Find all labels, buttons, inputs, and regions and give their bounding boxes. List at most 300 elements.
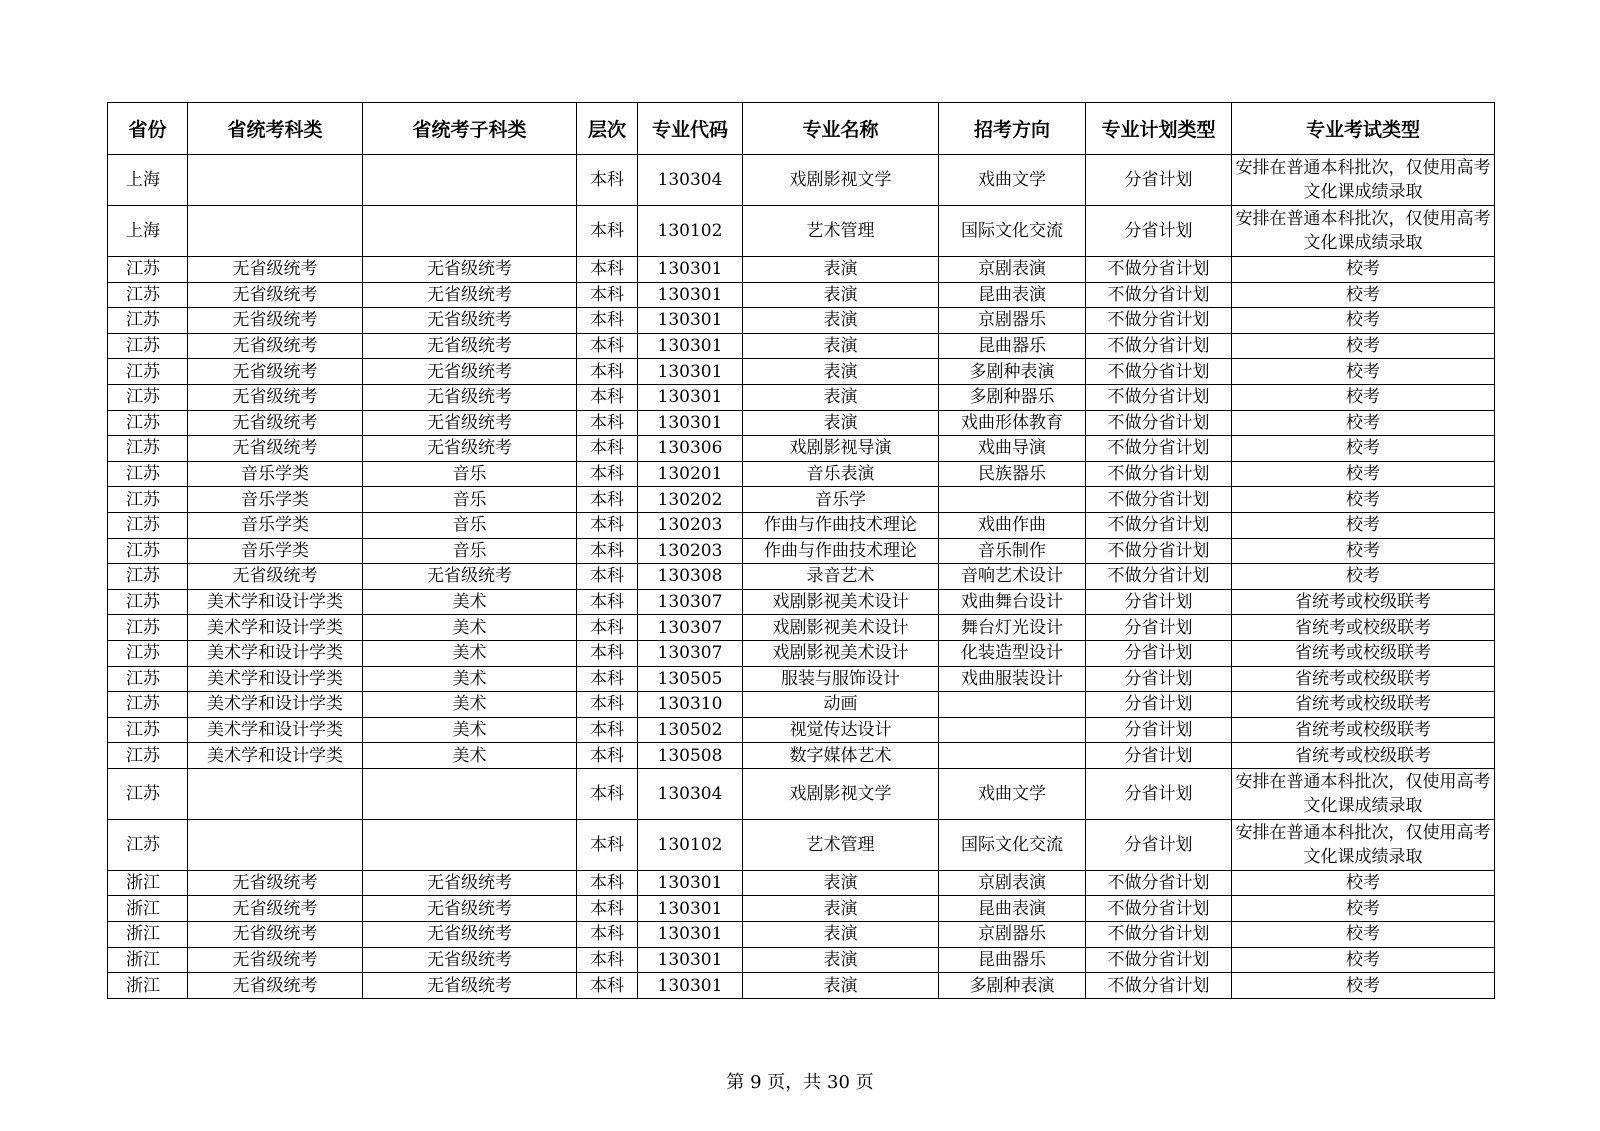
direction-cell: 戏曲服装设计 (939, 666, 1086, 692)
plan-type-cell: 分省计划 (1086, 692, 1232, 718)
table-row (108, 947, 1495, 973)
major-cell: 表演 (743, 333, 939, 359)
major-cell: 戏剧影视美术设计 (743, 640, 939, 666)
province-cell: 江苏 (108, 436, 188, 462)
exam-type-cell: 校考 (1232, 973, 1495, 999)
exam-type-cell: 校考 (1232, 564, 1495, 590)
subcategory-cell: 美术 (363, 589, 577, 615)
level-cell: 本科 (577, 819, 638, 870)
table-body (108, 155, 1495, 999)
level-cell: 本科 (577, 870, 638, 896)
category-cell: 无省级统考 (188, 257, 363, 283)
exam-type-cell: 安排在普通本科批次，仅使用高考文化课成绩录取 (1232, 819, 1495, 870)
exam-type-cell: 校考 (1232, 487, 1495, 513)
direction-cell: 戏曲导演 (939, 436, 1086, 462)
code-cell: 130301 (638, 973, 743, 999)
level-cell: 本科 (577, 359, 638, 385)
column-header: 专业代码 (638, 103, 743, 155)
direction-cell: 舞台灯光设计 (939, 615, 1086, 641)
level-cell: 本科 (577, 589, 638, 615)
table-row (108, 512, 1495, 538)
exam-type-cell: 校考 (1232, 870, 1495, 896)
category-cell: 无省级统考 (188, 410, 363, 436)
code-cell: 130201 (638, 461, 743, 487)
direction-cell (939, 487, 1086, 513)
province-cell: 上海 (108, 206, 188, 257)
direction-cell: 京剧表演 (939, 257, 1086, 283)
table-row (108, 410, 1495, 436)
subcategory-cell: 无省级统考 (363, 410, 577, 436)
category-cell (188, 155, 363, 206)
province-cell: 浙江 (108, 870, 188, 896)
exam-type-cell: 省统考或校级联考 (1232, 615, 1495, 641)
exam-type-cell: 校考 (1232, 308, 1495, 334)
code-cell: 130307 (638, 615, 743, 641)
level-cell: 本科 (577, 487, 638, 513)
subcategory-cell (363, 206, 577, 257)
plan-type-cell: 分省计划 (1086, 589, 1232, 615)
level-cell: 本科 (577, 282, 638, 308)
column-header: 省份 (108, 103, 188, 155)
direction-cell (939, 717, 1086, 743)
admissions-table (107, 102, 1495, 999)
direction-cell: 多剧种表演 (939, 359, 1086, 385)
major-cell: 作曲与作曲技术理论 (743, 538, 939, 564)
category-cell: 音乐学类 (188, 512, 363, 538)
direction-cell: 京剧器乐 (939, 308, 1086, 334)
exam-type-cell: 省统考或校级联考 (1232, 640, 1495, 666)
subcategory-cell: 无省级统考 (363, 947, 577, 973)
exam-type-cell: 安排在普通本科批次，仅使用高考文化课成绩录取 (1232, 206, 1495, 257)
direction-cell: 化装造型设计 (939, 640, 1086, 666)
table-row (108, 359, 1495, 385)
level-cell: 本科 (577, 257, 638, 283)
category-cell (188, 206, 363, 257)
table-row (108, 717, 1495, 743)
exam-type-cell: 校考 (1232, 922, 1495, 948)
subcategory-cell: 美术 (363, 615, 577, 641)
province-cell: 江苏 (108, 461, 188, 487)
major-cell: 表演 (743, 896, 939, 922)
code-cell: 130102 (638, 206, 743, 257)
direction-cell (939, 743, 1086, 769)
code-cell: 130301 (638, 308, 743, 334)
table-row (108, 538, 1495, 564)
major-cell: 艺术管理 (743, 819, 939, 870)
province-cell: 江苏 (108, 564, 188, 590)
major-cell: 表演 (743, 973, 939, 999)
subcategory-cell: 无省级统考 (363, 436, 577, 462)
plan-type-cell: 不做分省计划 (1086, 384, 1232, 410)
plan-type-cell: 分省计划 (1086, 768, 1232, 819)
major-cell: 数字媒体艺术 (743, 743, 939, 769)
level-cell: 本科 (577, 692, 638, 718)
direction-cell: 昆曲器乐 (939, 947, 1086, 973)
major-cell: 视觉传达设计 (743, 717, 939, 743)
code-cell: 130310 (638, 692, 743, 718)
column-header: 省统考科类 (188, 103, 363, 155)
major-cell: 表演 (743, 870, 939, 896)
subcategory-cell: 美术 (363, 640, 577, 666)
subcategory-cell: 无省级统考 (363, 870, 577, 896)
code-cell: 130307 (638, 589, 743, 615)
subcategory-cell: 无省级统考 (363, 282, 577, 308)
table-row (108, 308, 1495, 334)
category-cell: 无省级统考 (188, 896, 363, 922)
level-cell: 本科 (577, 768, 638, 819)
direction-cell (939, 692, 1086, 718)
table-row (108, 282, 1495, 308)
exam-type-cell: 校考 (1232, 461, 1495, 487)
subcategory-cell (363, 819, 577, 870)
level-cell: 本科 (577, 410, 638, 436)
code-cell: 130203 (638, 512, 743, 538)
direction-cell: 多剧种表演 (939, 973, 1086, 999)
province-cell: 江苏 (108, 615, 188, 641)
major-cell: 动画 (743, 692, 939, 718)
exam-type-cell: 校考 (1232, 257, 1495, 283)
exam-type-cell: 校考 (1232, 947, 1495, 973)
category-cell: 音乐学类 (188, 538, 363, 564)
direction-cell: 音响艺术设计 (939, 564, 1086, 590)
column-header: 专业考试类型 (1232, 103, 1495, 155)
code-cell: 130301 (638, 333, 743, 359)
plan-type-cell: 分省计划 (1086, 615, 1232, 641)
major-cell: 表演 (743, 308, 939, 334)
category-cell: 音乐学类 (188, 461, 363, 487)
subcategory-cell: 音乐 (363, 538, 577, 564)
major-cell: 艺术管理 (743, 206, 939, 257)
code-cell: 130301 (638, 359, 743, 385)
exam-type-cell: 省统考或校级联考 (1232, 692, 1495, 718)
subcategory-cell: 美术 (363, 692, 577, 718)
subcategory-cell: 无省级统考 (363, 384, 577, 410)
table-row (108, 640, 1495, 666)
code-cell: 130508 (638, 743, 743, 769)
category-cell: 无省级统考 (188, 947, 363, 973)
plan-type-cell: 不做分省计划 (1086, 308, 1232, 334)
column-header: 专业名称 (743, 103, 939, 155)
province-cell: 江苏 (108, 538, 188, 564)
category-cell: 美术学和设计学类 (188, 640, 363, 666)
province-cell: 江苏 (108, 512, 188, 538)
table-row (108, 922, 1495, 948)
exam-type-cell: 校考 (1232, 282, 1495, 308)
category-cell: 美术学和设计学类 (188, 666, 363, 692)
province-cell: 江苏 (108, 692, 188, 718)
subcategory-cell: 音乐 (363, 487, 577, 513)
province-cell: 浙江 (108, 896, 188, 922)
province-cell: 江苏 (108, 257, 188, 283)
header-row (108, 103, 1495, 155)
exam-type-cell: 校考 (1232, 512, 1495, 538)
level-cell: 本科 (577, 640, 638, 666)
table-row (108, 257, 1495, 283)
province-cell: 江苏 (108, 743, 188, 769)
subcategory-cell: 音乐 (363, 461, 577, 487)
major-cell: 表演 (743, 257, 939, 283)
code-cell: 130102 (638, 819, 743, 870)
plan-type-cell: 不做分省计划 (1086, 870, 1232, 896)
province-cell: 浙江 (108, 922, 188, 948)
category-cell: 无省级统考 (188, 308, 363, 334)
major-cell: 戏剧影视美术设计 (743, 589, 939, 615)
province-cell: 江苏 (108, 666, 188, 692)
code-cell: 130301 (638, 870, 743, 896)
major-cell: 表演 (743, 947, 939, 973)
level-cell: 本科 (577, 564, 638, 590)
category-cell: 美术学和设计学类 (188, 589, 363, 615)
plan-type-cell: 不做分省计划 (1086, 947, 1232, 973)
code-cell: 130301 (638, 384, 743, 410)
code-cell: 130202 (638, 487, 743, 513)
table-row (108, 768, 1495, 819)
exam-type-cell: 校考 (1232, 384, 1495, 410)
subcategory-cell: 无省级统考 (363, 257, 577, 283)
level-cell: 本科 (577, 615, 638, 641)
category-cell: 无省级统考 (188, 973, 363, 999)
major-cell: 表演 (743, 359, 939, 385)
level-cell: 本科 (577, 308, 638, 334)
exam-type-cell: 安排在普通本科批次，仅使用高考文化课成绩录取 (1232, 768, 1495, 819)
subcategory-cell: 无省级统考 (363, 564, 577, 590)
plan-type-cell: 分省计划 (1086, 666, 1232, 692)
category-cell: 无省级统考 (188, 384, 363, 410)
subcategory-cell: 美术 (363, 666, 577, 692)
province-cell: 浙江 (108, 973, 188, 999)
subcategory-cell: 音乐 (363, 512, 577, 538)
level-cell: 本科 (577, 743, 638, 769)
category-cell: 无省级统考 (188, 922, 363, 948)
table-row (108, 743, 1495, 769)
province-cell: 江苏 (108, 717, 188, 743)
major-cell: 戏剧影视导演 (743, 436, 939, 462)
direction-cell: 昆曲器乐 (939, 333, 1086, 359)
exam-type-cell: 省统考或校级联考 (1232, 589, 1495, 615)
major-cell: 作曲与作曲技术理论 (743, 512, 939, 538)
plan-type-cell: 不做分省计划 (1086, 333, 1232, 359)
subcategory-cell: 无省级统考 (363, 896, 577, 922)
major-cell: 戏剧影视文学 (743, 155, 939, 206)
table-row (108, 666, 1495, 692)
code-cell: 130304 (638, 768, 743, 819)
plan-type-cell: 不做分省计划 (1086, 564, 1232, 590)
major-cell: 录音艺术 (743, 564, 939, 590)
level-cell: 本科 (577, 896, 638, 922)
major-cell: 音乐学 (743, 487, 939, 513)
category-cell: 美术学和设计学类 (188, 692, 363, 718)
direction-cell: 戏曲形体教育 (939, 410, 1086, 436)
code-cell: 130308 (638, 564, 743, 590)
plan-type-cell: 分省计划 (1086, 640, 1232, 666)
column-header: 省统考子科类 (363, 103, 577, 155)
subcategory-cell: 无省级统考 (363, 973, 577, 999)
province-cell: 江苏 (108, 359, 188, 385)
province-cell: 江苏 (108, 768, 188, 819)
subcategory-cell (363, 768, 577, 819)
plan-type-cell: 分省计划 (1086, 743, 1232, 769)
direction-cell: 音乐制作 (939, 538, 1086, 564)
table-row (108, 384, 1495, 410)
province-cell: 江苏 (108, 589, 188, 615)
table-row (108, 819, 1495, 870)
exam-type-cell: 校考 (1232, 896, 1495, 922)
table-row (108, 870, 1495, 896)
major-cell: 服装与服饰设计 (743, 666, 939, 692)
category-cell: 美术学和设计学类 (188, 743, 363, 769)
plan-type-cell: 不做分省计划 (1086, 436, 1232, 462)
plan-type-cell: 不做分省计划 (1086, 410, 1232, 436)
level-cell: 本科 (577, 333, 638, 359)
category-cell: 无省级统考 (188, 870, 363, 896)
category-cell (188, 768, 363, 819)
plan-type-cell: 不做分省计划 (1086, 487, 1232, 513)
exam-type-cell: 安排在普通本科批次，仅使用高考文化课成绩录取 (1232, 155, 1495, 206)
category-cell (188, 819, 363, 870)
exam-type-cell: 省统考或校级联考 (1232, 666, 1495, 692)
code-cell: 130301 (638, 257, 743, 283)
province-cell: 江苏 (108, 282, 188, 308)
page-number: 第 9 页，共 30 页 (726, 1072, 874, 1093)
exam-type-cell: 校考 (1232, 359, 1495, 385)
table-row (108, 973, 1495, 999)
subcategory-cell: 无省级统考 (363, 922, 577, 948)
plan-type-cell: 不做分省计划 (1086, 512, 1232, 538)
level-cell: 本科 (577, 512, 638, 538)
direction-cell: 昆曲表演 (939, 896, 1086, 922)
direction-cell: 戏曲作曲 (939, 512, 1086, 538)
level-cell: 本科 (577, 947, 638, 973)
direction-cell: 京剧器乐 (939, 922, 1086, 948)
code-cell: 130306 (638, 436, 743, 462)
plan-type-cell: 不做分省计划 (1086, 922, 1232, 948)
subcategory-cell: 美术 (363, 717, 577, 743)
code-cell: 130301 (638, 947, 743, 973)
subcategory-cell: 美术 (363, 743, 577, 769)
column-header: 层次 (577, 103, 638, 155)
major-cell: 戏剧影视美术设计 (743, 615, 939, 641)
direction-cell: 多剧种器乐 (939, 384, 1086, 410)
category-cell: 美术学和设计学类 (188, 615, 363, 641)
category-cell: 无省级统考 (188, 282, 363, 308)
code-cell: 130307 (638, 640, 743, 666)
level-cell: 本科 (577, 461, 638, 487)
plan-type-cell: 不做分省计划 (1086, 257, 1232, 283)
level-cell: 本科 (577, 973, 638, 999)
direction-cell: 戏曲文学 (939, 768, 1086, 819)
code-cell: 130301 (638, 896, 743, 922)
direction-cell: 国际文化交流 (939, 206, 1086, 257)
code-cell: 130301 (638, 410, 743, 436)
level-cell: 本科 (577, 666, 638, 692)
plan-type-cell: 不做分省计划 (1086, 896, 1232, 922)
major-cell: 表演 (743, 922, 939, 948)
direction-cell: 京剧表演 (939, 870, 1086, 896)
category-cell: 无省级统考 (188, 436, 363, 462)
level-cell: 本科 (577, 922, 638, 948)
category-cell: 音乐学类 (188, 487, 363, 513)
plan-type-cell: 分省计划 (1086, 206, 1232, 257)
direction-cell: 国际文化交流 (939, 819, 1086, 870)
plan-type-cell: 不做分省计划 (1086, 461, 1232, 487)
major-cell: 音乐表演 (743, 461, 939, 487)
direction-cell: 民族器乐 (939, 461, 1086, 487)
plan-type-cell: 分省计划 (1086, 155, 1232, 206)
province-cell: 江苏 (108, 487, 188, 513)
table-row (108, 461, 1495, 487)
level-cell: 本科 (577, 206, 638, 257)
table-row (108, 896, 1495, 922)
level-cell: 本科 (577, 384, 638, 410)
column-header: 招考方向 (939, 103, 1086, 155)
table-row (108, 333, 1495, 359)
subcategory-cell: 无省级统考 (363, 308, 577, 334)
plan-type-cell: 分省计划 (1086, 717, 1232, 743)
exam-type-cell: 校考 (1232, 410, 1495, 436)
code-cell: 130301 (638, 282, 743, 308)
code-cell: 130301 (638, 922, 743, 948)
category-cell: 无省级统考 (188, 359, 363, 385)
province-cell: 江苏 (108, 384, 188, 410)
category-cell: 美术学和设计学类 (188, 717, 363, 743)
major-cell: 表演 (743, 384, 939, 410)
table-row (108, 615, 1495, 641)
table-row (108, 155, 1495, 206)
plan-type-cell: 不做分省计划 (1086, 538, 1232, 564)
code-cell: 130502 (638, 717, 743, 743)
level-cell: 本科 (577, 155, 638, 206)
category-cell: 无省级统考 (188, 333, 363, 359)
exam-type-cell: 省统考或校级联考 (1232, 717, 1495, 743)
province-cell: 浙江 (108, 947, 188, 973)
category-cell: 无省级统考 (188, 564, 363, 590)
column-header: 专业计划类型 (1086, 103, 1232, 155)
level-cell: 本科 (577, 436, 638, 462)
table-row (108, 436, 1495, 462)
province-cell: 江苏 (108, 308, 188, 334)
exam-type-cell: 校考 (1232, 436, 1495, 462)
table-row (108, 692, 1495, 718)
level-cell: 本科 (577, 538, 638, 564)
exam-type-cell: 省统考或校级联考 (1232, 743, 1495, 769)
table-row (108, 589, 1495, 615)
direction-cell: 戏曲文学 (939, 155, 1086, 206)
code-cell: 130304 (638, 155, 743, 206)
subcategory-cell: 无省级统考 (363, 359, 577, 385)
major-cell: 表演 (743, 282, 939, 308)
plan-type-cell: 不做分省计划 (1086, 282, 1232, 308)
plan-type-cell: 不做分省计划 (1086, 973, 1232, 999)
direction-cell: 昆曲表演 (939, 282, 1086, 308)
province-cell: 江苏 (108, 333, 188, 359)
subcategory-cell (363, 155, 577, 206)
code-cell: 130203 (638, 538, 743, 564)
province-cell: 江苏 (108, 410, 188, 436)
province-cell: 江苏 (108, 640, 188, 666)
subcategory-cell: 无省级统考 (363, 333, 577, 359)
table-row (108, 487, 1495, 513)
level-cell: 本科 (577, 717, 638, 743)
direction-cell: 戏曲舞台设计 (939, 589, 1086, 615)
table-row (108, 564, 1495, 590)
major-cell: 戏剧影视文学 (743, 768, 939, 819)
exam-type-cell: 校考 (1232, 333, 1495, 359)
province-cell: 上海 (108, 155, 188, 206)
major-cell: 表演 (743, 410, 939, 436)
code-cell: 130505 (638, 666, 743, 692)
plan-type-cell: 不做分省计划 (1086, 359, 1232, 385)
table-row (108, 206, 1495, 257)
